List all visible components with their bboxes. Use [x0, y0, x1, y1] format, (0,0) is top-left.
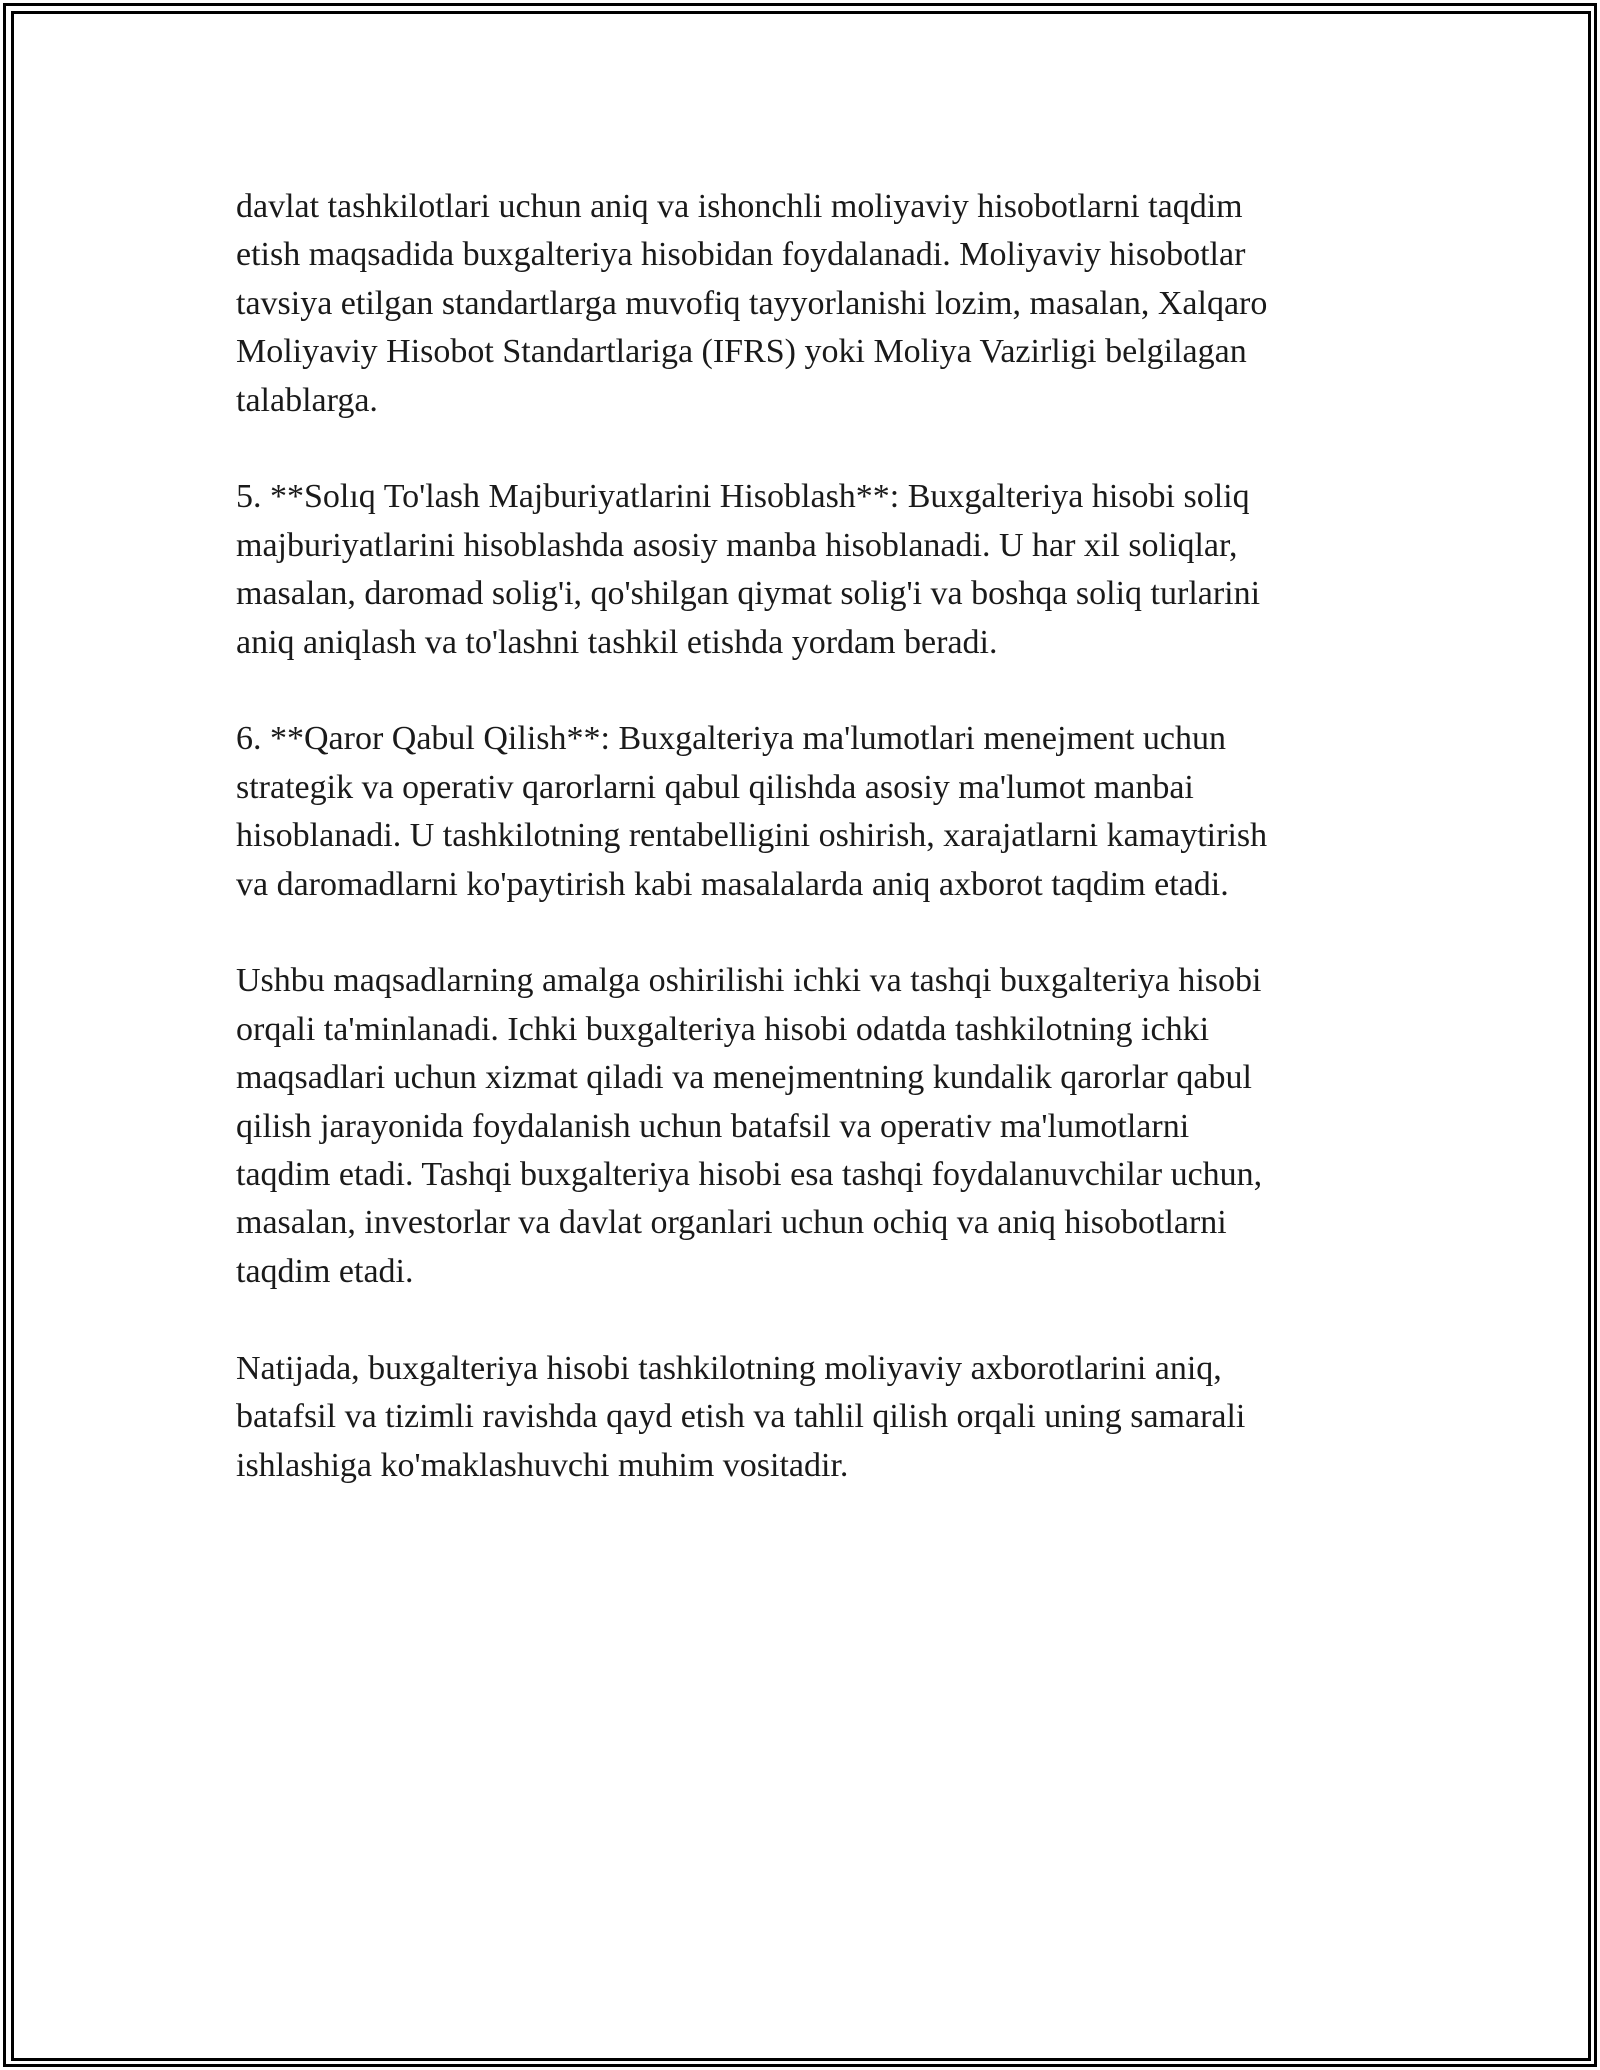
text-line: aniq aniqlash va to'lashni tashkil etishda yordam beradi. — [236, 623, 998, 661]
text-line: batafsil va tizimli ravishda qayd etish va tahlil qilish orqali uning samarali — [236, 1398, 1246, 1436]
text-line: talablarga. — [236, 381, 378, 419]
text-line: ishlashiga ko'maklashuvchi muhim vositadir. — [236, 1446, 849, 1484]
paragraph-4 — [236, 957, 1366, 1296]
text-line: orqali ta'minlanadi. Ichki buxgalteriya hisobi odatda tashkilotning ichki — [236, 1010, 1210, 1048]
paragraph-5 — [236, 1345, 1366, 1490]
text-line: tavsiya etilgan standartlarga muvofiq tayyorlanishi lozim, masalan, Xalqaro — [236, 284, 1268, 322]
text-line: qilish jarayonida foydalanish uchun batafsil va operativ ma'lumotlarni — [236, 1107, 1190, 1145]
paragraph-2 — [236, 473, 1366, 667]
text-line: 5. **Solıq To'lash Majburiyatlarini Hisoblash**: Buxgalteriya hisobi soliq — [236, 478, 1250, 516]
paragraph-3 — [236, 715, 1366, 909]
text-line: va daromadlarni ko'paytirish kabi masalalarda aniq axborot taqdim etadi. — [236, 865, 1229, 903]
text-line: taqdim etadi. — [236, 1252, 414, 1290]
text-line: majburiyatlarini hisoblashda asosiy manba hisoblanadi. U har xil soliqlar, — [236, 526, 1238, 564]
text-line: davlat tashkilotlari uchun aniq va ishonchli moliyaviy hisobotlarni taqdim — [236, 188, 1243, 225]
text-line: masalan, investorlar va davlat organlari uchun ochiq va aniq hisobotlarni — [236, 1204, 1227, 1242]
text-line: masalan, daromad solig'i, qo'shilgan qiymat solig'i va boshqa soliq turlarini — [236, 575, 1261, 613]
paragraph-1 — [236, 183, 1366, 425]
text-line: taqdim etadi. Tashqi buxgalteriya hisobi esa tashqi foydalanuvchilar uchun, — [236, 1156, 1263, 1194]
text-line: Moliyaviy Hisobot Standartlariga (IFRS) yoki Moliya Vazirligi belgilagan — [236, 333, 1247, 371]
text-line: maqsadlari uchun xizmat qiladi va menejmentning kundalik qarorlar qabul — [236, 1059, 1252, 1097]
text-line: hisoblanadi. U tashkilotning rentabelligini oshirish, xarajatlarni kamaytirish — [236, 817, 1268, 855]
text-line: Natijada, buxgalteriya hisobi tashkilotning moliyaviy axborotlarini aniq, — [236, 1349, 1222, 1387]
text-line: 6. **Qaror Qabul Qilish**: Buxgalteriya ma'lumotlari menejment uchun — [236, 720, 1227, 758]
text-line: Ushbu maqsadlarning amalga oshirilishi ichki va tashqi buxgalteriya hisobi — [236, 962, 1262, 1000]
text-line: etish maqsadida buxgalteriya hisobidan foydalanadi. Moliyaviy hisobotlar — [236, 236, 1246, 274]
document-body — [236, 183, 1366, 1538]
text-line: strategik va operativ qarorlarni qabul qilishda asosiy ma'lumot manbai — [236, 768, 1194, 806]
